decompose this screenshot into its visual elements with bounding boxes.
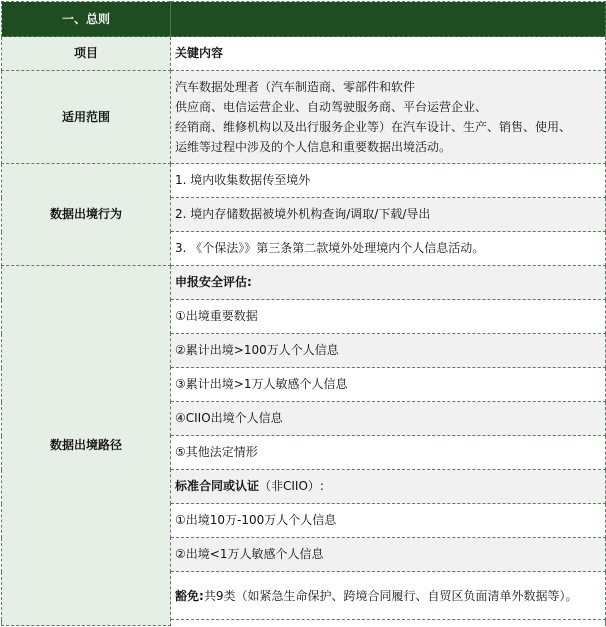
behavior-label: 数据出境行为: [2, 164, 171, 266]
header-row: [2, 2, 606, 37]
contract-title: 标准合同或认证: [175, 479, 260, 493]
scope-label: 适用范围: [2, 71, 171, 164]
security-item: ④CIIO出境个人信息: [171, 402, 606, 436]
summary-table: [1, 1, 606, 626]
contract-item: ①出境10万-100万人个人信息: [171, 504, 606, 538]
section-title: 一、总则: [2, 2, 171, 37]
behavior-row: [2, 164, 606, 198]
column-header-content: 关键内容: [171, 37, 606, 71]
scope-line: 运维等过程中涉及的个人信息和重要数据出境活动。: [175, 140, 452, 154]
exempt-cell: [171, 572, 606, 620]
exempt-text: 共9类（如紧急生命保护、跨境合同履行、自贸区负面清单外数据等）。: [203, 588, 578, 603]
scope-content: [171, 71, 606, 164]
scope-line: 经销商、维修机构以及出行服务企业等）在汽车设计、生产、销售、使用、: [175, 120, 572, 134]
filler-cell: [171, 620, 606, 626]
security-item: ②累计出境>100万人个人信息: [171, 334, 606, 368]
scope-row: [2, 71, 606, 164]
security-item: ⑤其他法定情形: [171, 436, 606, 470]
behavior-item: 1. 境内收集数据传至境外: [171, 164, 606, 198]
security-title: 申报安全评估:: [171, 266, 606, 300]
path-label: 数据出境路径: [2, 266, 171, 626]
column-header-row: [2, 37, 606, 71]
exempt-title: 豁免:: [175, 588, 204, 603]
security-item: ③累计出境>1万人敏感个人信息: [171, 368, 606, 402]
header-right-cell: [171, 2, 606, 37]
path-row: [2, 266, 606, 300]
behavior-item: 3. 《个保法》》第三条第二款境外处理境内个人信息活动。: [171, 232, 606, 266]
contract-title-cell: [171, 470, 606, 504]
scope-line: 供应商、电信运营企业、自动驾驶服务商、平台运营企业、: [175, 100, 488, 114]
contract-item: ②出境<1万人敏感个人信息: [171, 538, 606, 572]
behavior-item: 2. 境内存储数据被境外机构查询/调取/下载/导出: [171, 198, 606, 232]
contract-note: （非CIIO）:: [259, 479, 324, 493]
scope-line: 汽车数据处理者（汽车制造商、零部件和软件: [175, 80, 416, 94]
security-item: ①出境重要数据: [171, 300, 606, 334]
column-header-item: 项目: [2, 37, 171, 71]
